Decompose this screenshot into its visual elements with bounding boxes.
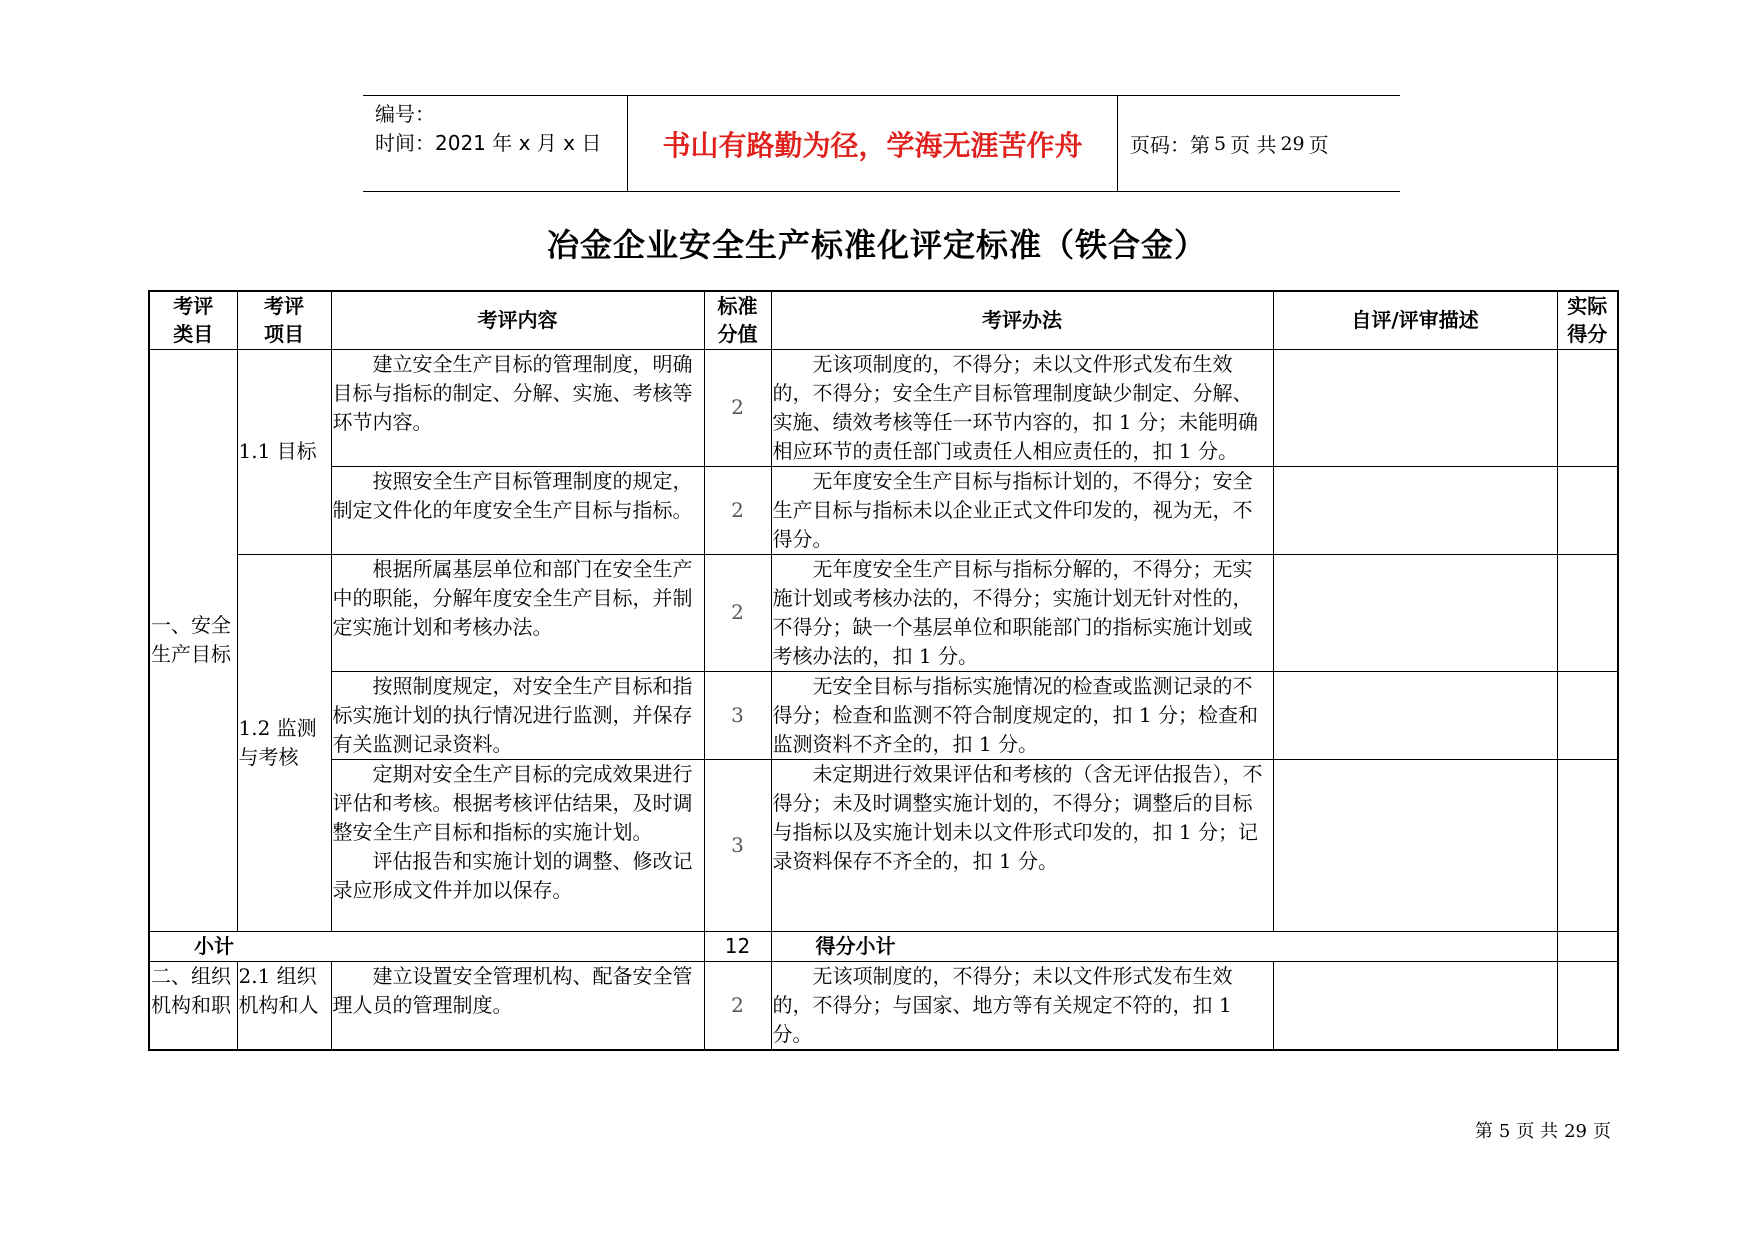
actual-score-cell[interactable] <box>1557 349 1618 466</box>
category-cell: 二、组织机构和职 <box>149 961 237 1050</box>
header-method: 考评办法 <box>771 291 1273 349</box>
header-meta <box>363 96 628 191</box>
item-cell: 1.2 监测与考核 <box>237 554 331 931</box>
self-eval-cell[interactable] <box>1273 759 1557 931</box>
table-row <box>149 759 1618 931</box>
score-cell: 2 <box>704 961 771 1050</box>
content-cell: 建立设置安全管理机构、配备安全管理人员的管理制度。 <box>331 961 704 1050</box>
evaluation-table <box>148 290 1619 1051</box>
table-header-row <box>149 291 1618 349</box>
content-cell: 按照制度规定，对安全生产目标和指标实施计划的执行情况进行监测，并保存有关监测记录资料。 <box>331 671 704 759</box>
actual-score-cell[interactable] <box>1557 554 1618 671</box>
table-row <box>149 554 1618 671</box>
actual-score-cell[interactable] <box>1557 671 1618 759</box>
header-page-info <box>1118 96 1400 191</box>
content-paragraph: 定期对安全生产目标的完成效果进行评估和考核。根据考核评估结果，及时调整安全生产目标和指标的实施计划。 <box>332 761 693 844</box>
self-eval-cell[interactable] <box>1273 554 1557 671</box>
header-self-eval: 自评/评审描述 <box>1273 291 1557 349</box>
subtotal-method: 得分小计 <box>771 931 1557 961</box>
score-cell: 3 <box>704 671 771 759</box>
method-cell: 无该项制度的，不得分；未以文件形式发布生效的，不得分；与国家、地方等有关规定不符的，扣 1 分。 <box>771 961 1273 1050</box>
method-cell: 无安全目标与指标实施情况的检查或监测记录的不得分；检查和监测不符合制度规定的，扣 1 分；检查和监测资料不齐全的，扣 1 分。 <box>771 671 1273 759</box>
footer-suffix: 页 <box>1593 1121 1611 1142</box>
page-current: 5 <box>1214 132 1227 155</box>
header-motto: 书山有路勤为径，学海无涯苦作舟 <box>628 96 1118 191</box>
score-cell: 2 <box>704 554 771 671</box>
page-suffix: 页 <box>1308 133 1329 157</box>
category-cell: 一、安全生产目标 <box>149 349 237 931</box>
table-row <box>149 671 1618 759</box>
page-prefix: 页码：第 <box>1130 133 1210 157</box>
table-row <box>149 466 1618 554</box>
header-score: 标准 分值 <box>704 291 771 349</box>
header-category: 考评 类目 <box>149 291 237 349</box>
subtotal-actual-cell[interactable] <box>1557 931 1618 961</box>
footer-total: 29 <box>1564 1121 1587 1142</box>
page-mid: 页 共 <box>1230 133 1277 157</box>
page-footer <box>1472 1117 1614 1143</box>
method-cell: 无年度安全生产目标与指标计划的，不得分；安全生产目标与指标未以企业正式文件印发的，视为无，不得分。 <box>771 466 1273 554</box>
subtotal-label: 小计 <box>149 931 704 961</box>
self-eval-cell[interactable] <box>1273 466 1557 554</box>
document-title: 冶金企业安全生产标准化评定标准（铁合金） <box>546 226 1207 264</box>
footer-current: 5 <box>1498 1121 1511 1142</box>
method-cell: 无该项制度的，不得分；未以文件形式发布生效的，不得分；安全生产目标管理制度缺少制定、分解、实施、绩效考核等任一环节内容的，扣 1 分；未能明确相应环节的责任部门或责任人相应责任的，扣 1 分。 <box>771 349 1273 466</box>
actual-score-cell[interactable] <box>1557 961 1618 1050</box>
content-cell: 建立安全生产目标的管理制度，明确目标与指标的制定、分解、实施、考核等环节内容。 <box>331 349 704 466</box>
item-cell: 2.1 组织机构和人 <box>237 961 331 1050</box>
self-eval-cell[interactable] <box>1273 961 1557 1050</box>
document-number-label: 编号： <box>375 102 435 126</box>
header-item: 考评 项目 <box>237 291 331 349</box>
method-cell: 未定期进行效果评估和考核的（含无评估报告），不得分；未及时调整实施计划的，不得分；调整后的目标与指标以及实施计划未以文件形式印发的，扣 1 分；记录资料保存不齐全的，扣 1 分。 <box>771 759 1273 931</box>
self-eval-cell[interactable] <box>1273 349 1557 466</box>
table-row <box>149 961 1618 1050</box>
actual-score-cell[interactable] <box>1557 759 1618 931</box>
content-cell: 根据所属基层单位和部门在安全生产中的职能，分解年度安全生产目标，并制定实施计划和考核办法。 <box>331 554 704 671</box>
actual-score-cell[interactable] <box>1557 466 1618 554</box>
table-row <box>149 349 1618 466</box>
content-paragraph: 评估报告和实施计划的调整、修改记录应形成文件并加以保存。 <box>332 848 693 902</box>
header-actual-score: 实际 得分 <box>1557 291 1618 349</box>
footer-prefix: 第 <box>1474 1121 1493 1142</box>
header-content: 考评内容 <box>331 291 704 349</box>
item-cell: 1.1 目标 <box>237 349 331 554</box>
content-cell: 按照安全生产目标管理制度的规定，制定文件化的年度安全生产目标与指标。 <box>331 466 704 554</box>
document-header <box>363 95 1400 192</box>
document-time-label: 时间：2021 年 x 月 x 日 <box>375 131 602 155</box>
footer-mid: 页 共 <box>1516 1121 1559 1142</box>
self-eval-cell[interactable] <box>1273 671 1557 759</box>
score-cell: 3 <box>704 759 771 931</box>
page-total: 29 <box>1280 132 1305 155</box>
score-cell: 2 <box>704 466 771 554</box>
subtotal-score: 12 <box>704 931 771 961</box>
subtotal-row <box>149 931 1618 961</box>
score-cell: 2 <box>704 349 771 466</box>
content-cell <box>331 759 704 931</box>
method-cell: 无年度安全生产目标与指标分解的，不得分；无实施计划或考核办法的，不得分；实施计划无针对性的，不得分；缺一个基层单位和职能部门的指标实施计划或考核办法的，扣 1 分。 <box>771 554 1273 671</box>
